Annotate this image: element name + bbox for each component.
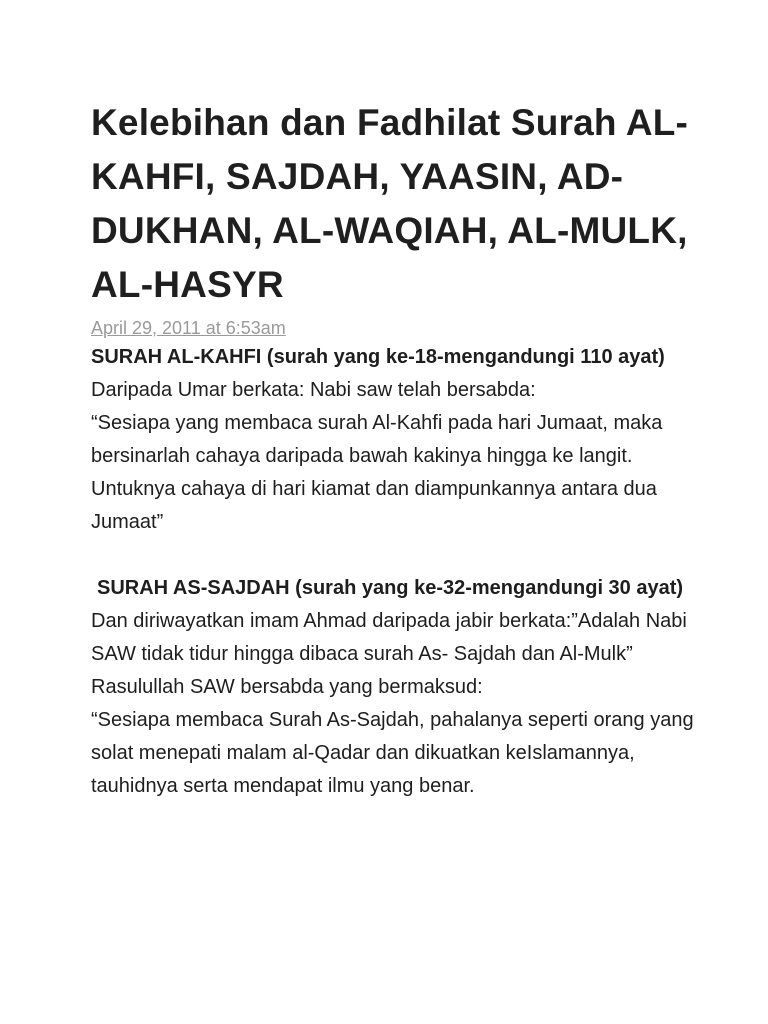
- post-title: Kelebihan dan Fadhilat Surah AL-KAHFI, SAJDAH, YAASIN, AD-DUKHAN, AL-WAQIAH, AL-MULK, AL-HASYR: [91, 102, 689, 305]
- paragraph: “Sesiapa membaca Surah As-Sajdah, pahalanya seperti orang yang solat menepati malam al-Qadar dan dikuatkan keIslamannya, tauhidnya serta mendapat ilmu yang benar.: [91, 709, 694, 797]
- section-heading-al-kahfi: SURAH AL-KAHFI (surah yang ke-18-mengandungi 110 ayat): [91, 346, 665, 368]
- paragraph: “Sesiapa yang membaca surah Al-Kahfi pada hari Jumaat, maka bersinarlah cahaya daripada bawah kakinya hingga ke langit. Untuknya cahaya di hari kiamat dan diampunkannya antara dua Jumaat”: [91, 412, 663, 533]
- section-spacer: [91, 539, 708, 572]
- section-heading-as-sajdah: SURAH AS-SAJDAH (surah yang ke-32-mengandungi 30 ayat): [97, 577, 684, 599]
- paragraph: Dan diriwayatkan imam Ahmad daripada jabir berkata:”Adalah Nabi SAW tidak tidur hingga dibaca surah As- Sajdah dan Al-Mulk”: [91, 610, 687, 665]
- post-body: [91, 341, 708, 803]
- paragraph: Daripada Umar berkata: Nabi saw telah bersabda:: [91, 379, 536, 401]
- post-date-link[interactable]: April 29, 2011 at 6:53am: [91, 318, 286, 338]
- paragraph: Rasulullah SAW bersabda yang bermaksud:: [91, 676, 483, 698]
